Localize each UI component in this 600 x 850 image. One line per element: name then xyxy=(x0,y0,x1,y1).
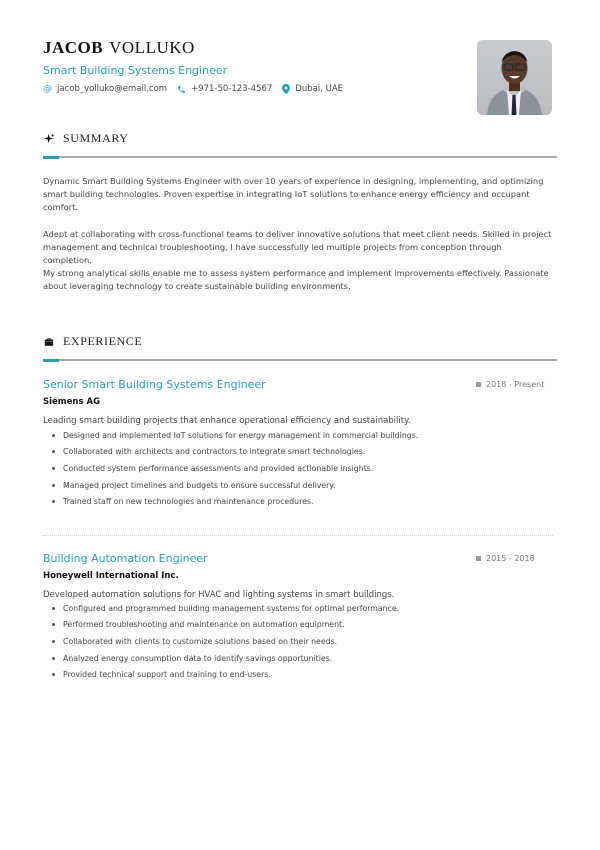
list-item xyxy=(52,493,418,510)
bullet-text: Performed troubleshooting and maintenance on automation equipment. xyxy=(63,620,345,630)
summary-title: SUMMARY xyxy=(63,131,129,145)
job-dates-text: 2015 - 2018 xyxy=(486,554,535,563)
location-pin-icon xyxy=(282,84,290,94)
job-divider xyxy=(43,535,553,536)
job-description: Leading smart building projects that enhance operational efficiency and sustainability. xyxy=(43,416,411,426)
bullet-text: Managed project timelines and budgets to ensure successful delivery. xyxy=(63,480,336,490)
first-name: JACOB xyxy=(43,38,104,57)
bullet-text: Collaborated with architects and contractors to integrate smart technologies. xyxy=(63,447,366,457)
list-item xyxy=(52,633,399,650)
bullet-icon xyxy=(52,500,55,503)
bullet-icon xyxy=(52,673,55,676)
list-item xyxy=(52,477,418,494)
calendar-icon xyxy=(476,556,481,561)
summary-heading xyxy=(43,131,129,146)
summary-paragraph-2: Adept at collaborating with cross-functional teams to deliver innovative solutions that meet client needs. Skilled in project management and technical troubleshooting, I have successfully led multiple projects from conception through completion. xyxy=(43,229,552,266)
bullet-text: Analyzed energy consumption data to identify savings opportunities. xyxy=(63,653,333,663)
bullet-icon xyxy=(52,484,55,487)
job-bullets xyxy=(52,600,399,683)
bullet-icon xyxy=(52,450,55,453)
last-name: VOLLUKO xyxy=(109,38,195,57)
list-item xyxy=(52,427,418,444)
job-title: Senior Smart Building Systems Engineer xyxy=(43,378,266,391)
contact-phone[interactable] xyxy=(177,84,272,94)
profile-photo xyxy=(477,40,552,115)
calendar-icon xyxy=(476,382,481,387)
list-item xyxy=(52,666,399,683)
job-role: Smart Building Systems Engineer xyxy=(43,64,228,77)
company-name: Honeywell International Inc. xyxy=(43,571,179,581)
summary-paragraph-1: Dynamic Smart Building Systems Engineer with over 10 years of experience in designing, implementing, and optimizing smart building technologies. Proven expertise in integrating IoT solutions to enhance energy efficiency and occupant comfort. xyxy=(43,176,544,213)
bullet-text: Configured and programmed building management systems for optimal performance. xyxy=(63,603,400,613)
email-text: jacob_volluko@email.com xyxy=(57,84,168,94)
list-item xyxy=(52,617,399,634)
company-name: Siemens AG xyxy=(43,397,101,407)
bullet-icon xyxy=(52,640,55,643)
list-item xyxy=(52,444,418,461)
list-item xyxy=(52,650,399,667)
summary-paragraph-3: My strong analytical skills enable me to assess system performance and implement improvements effectively. Passionate about leveraging technology to create sustainable building environments. xyxy=(43,268,549,292)
job-description: Developed automation solutions for HVAC and lighting systems in smart buildings. xyxy=(43,590,395,600)
bullet-text: Conducted system performance assessments and provided actionable insights. xyxy=(63,463,374,473)
bullet-icon xyxy=(52,657,55,660)
experience-rule xyxy=(43,359,557,361)
briefcase-icon xyxy=(43,336,55,348)
summary-rule xyxy=(43,156,557,158)
contact-bar xyxy=(43,84,353,94)
job-dates-text: 2018 - Present xyxy=(486,380,545,389)
bullet-icon xyxy=(52,467,55,470)
phone-text: +971-50-123-4567 xyxy=(191,84,273,94)
job-dates xyxy=(476,380,544,389)
job-title: Building Automation Engineer xyxy=(43,552,208,565)
bullet-text: Designed and implemented IoT solutions for energy management in commercial buildings. xyxy=(63,430,419,440)
bullet-text: Trained staff on new technologies and maintenance procedures. xyxy=(63,497,314,507)
phone-icon xyxy=(177,85,186,94)
bullet-text: Provided technical support and training to end-users. xyxy=(63,670,271,680)
list-item xyxy=(52,460,418,477)
sparkle-icon xyxy=(43,133,55,145)
contact-location xyxy=(282,84,343,94)
candidate-name xyxy=(43,38,195,58)
bullet-text: Collaborated with clients to customize solutions based on their needs. xyxy=(63,636,338,646)
bullet-icon xyxy=(52,434,55,437)
bullet-icon xyxy=(52,623,55,626)
location-text: Dubai, UAE xyxy=(295,84,344,94)
rule-accent xyxy=(43,359,59,362)
bullet-icon xyxy=(52,607,55,610)
job-dates xyxy=(476,554,535,563)
contact-email[interactable] xyxy=(43,84,167,94)
experience-title: EXPERIENCE xyxy=(63,334,143,348)
experience-heading xyxy=(43,334,142,349)
rule-accent xyxy=(43,156,59,159)
at-icon: @ xyxy=(43,84,52,94)
job-bullets xyxy=(52,427,418,510)
list-item xyxy=(52,600,399,617)
